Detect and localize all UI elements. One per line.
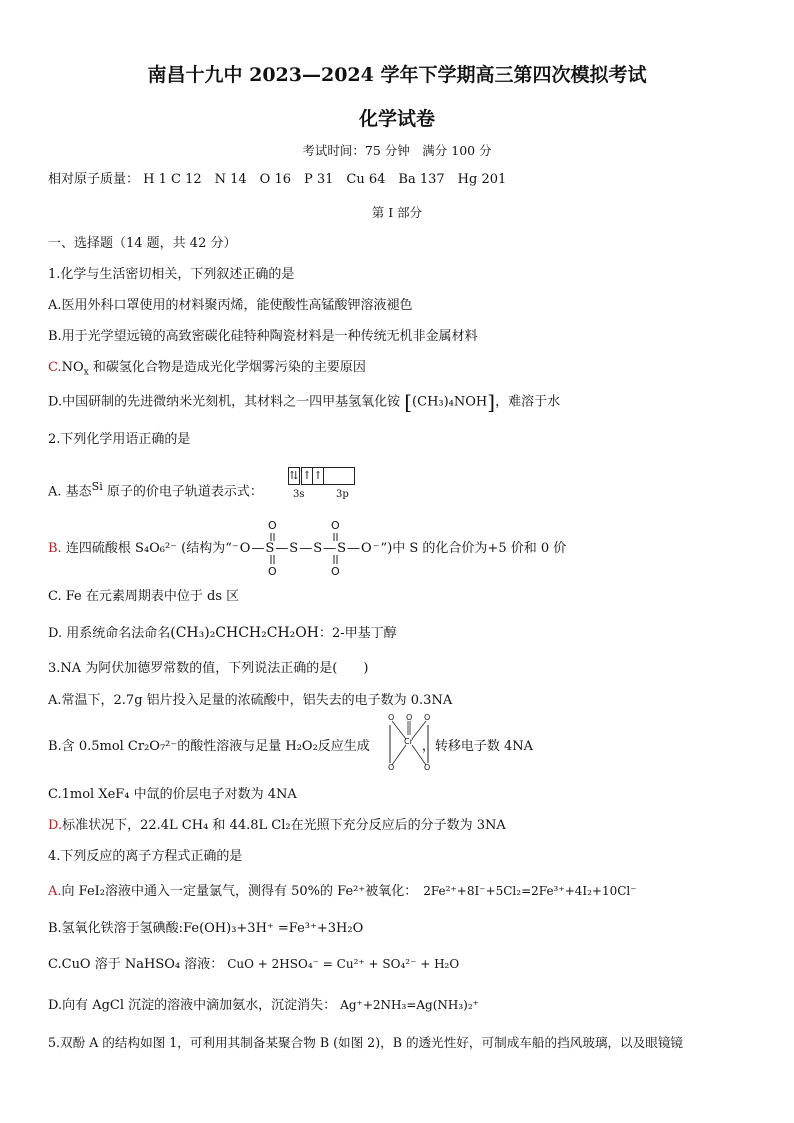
cr-o-3: O bbox=[424, 713, 431, 722]
cr-o-5: O bbox=[424, 763, 431, 772]
q4-option-c bbox=[48, 955, 459, 974]
q1-c-formula: NO bbox=[61, 360, 84, 375]
q2-b-letter: B. bbox=[48, 541, 62, 556]
q1-d-pre: D.中国研制的先进微纳米光刻机，其材料之一四甲基氢氧化铵 bbox=[48, 394, 401, 410]
q3-d-letter: D. bbox=[48, 818, 63, 833]
orbital-3s: ⇅ bbox=[288, 467, 300, 485]
q2-a-si: Si bbox=[91, 480, 103, 493]
q1-stem: 1.化学与生活密切相关，下列叙述正确的是 bbox=[48, 267, 295, 282]
atomic-mass-line: 相对原子质量： H 1 C 12 N 14 O 16 P 31 Cu 64 Ba 137 Hg 201 bbox=[48, 172, 507, 187]
section-heading: 一、选择题（14 题，共 42 分） bbox=[48, 236, 237, 251]
q2-option-d bbox=[48, 624, 397, 643]
struct-o-bottom-1: O bbox=[268, 565, 277, 578]
struct-o-bottom-2: O bbox=[331, 565, 340, 578]
cr-atom: Cr bbox=[404, 737, 413, 746]
cr-o-2: O bbox=[406, 713, 413, 722]
q2-option-a bbox=[48, 478, 263, 501]
q3-option-c: C.1mol XeF₄ 中氙的价层电子对数为 4NA bbox=[48, 787, 297, 802]
q4-d-pre: D.向有 AgCl 沉淀的溶液中滴加氨水，沉淀消失： bbox=[48, 998, 337, 1013]
cr-o-1: O bbox=[388, 713, 395, 722]
q4-option-b: B.氢氧化铁溶于氢碘酸:Fe(OH)₃+3H⁺ =Fe³⁺+3H₂O bbox=[48, 921, 364, 936]
q4-a-text: 向 FeI₂溶液中通入一定量氯气，测得有 50%的 Fe²⁺被氧化： bbox=[61, 884, 418, 899]
struct-o-top-2: O bbox=[331, 519, 340, 532]
q3-b-pre: B.含 0.5mol Cr₂O₇²⁻的酸性溶液与足量 H₂O₂反应生成 bbox=[48, 739, 370, 754]
q3-d-text: 标准状况下，22.4L CH₄ 和 44.8L Cl₂在光照下充分反应后的分子数为 3NA bbox=[62, 818, 506, 833]
q2-b-structure: ⁻O—S—S—S—S—O⁻ bbox=[231, 541, 381, 556]
orbital-label-3p: 3p bbox=[336, 489, 349, 500]
q4-a-equation: 2Fe²⁺+8I⁻+5Cl₂=2Fe³⁺+4I₂+10Cl⁻ bbox=[423, 884, 637, 898]
orbital-3p-3 bbox=[323, 467, 355, 485]
q4-option-d bbox=[48, 996, 479, 1015]
q2-d-formula: (CH₃)₂CHCH₂CH₂OH bbox=[170, 625, 319, 641]
q2-b-pre: 连四硫酸根 S₄O₆²⁻ (结构为“ bbox=[61, 541, 232, 556]
q1-option-a: A.医用外科口罩使用的材料聚丙烯，能使酸性高锰酸钾溶液褪色 bbox=[48, 298, 413, 313]
q2-a-post: 原子的价电子轨道表示式： bbox=[102, 484, 263, 500]
q1-option-c bbox=[48, 359, 366, 382]
exam-subtitle: 化学试卷 bbox=[358, 108, 435, 130]
bracket-left: [ bbox=[404, 390, 413, 414]
q1-d-formula: (CH₃)₄NOH bbox=[412, 394, 488, 410]
q2-d-pre: D. 用系统命名法命名 bbox=[48, 626, 171, 641]
exam-info: 考试时间：75 分钟 满分 100 分 bbox=[302, 143, 492, 158]
q4-stem: 4.下列反应的离子方程式正确的是 bbox=[48, 849, 243, 864]
orbital-3p-1: ↑ bbox=[301, 467, 313, 485]
q2-d-post: ：2-甲基丁醇 bbox=[318, 626, 397, 641]
struct-double-bonds bbox=[265, 531, 345, 567]
orbital-3p-2: ↑ bbox=[312, 467, 324, 485]
bracket-right: ] bbox=[487, 390, 496, 414]
q4-option-a bbox=[48, 882, 637, 901]
q3-option-d bbox=[48, 817, 506, 835]
q1-option-b: B.用于光学望远镜的高致密碳化硅特种陶瓷材料是一种传统无机非金属材料 bbox=[48, 329, 478, 344]
q3-b-post: ，转移电子数 4NA bbox=[421, 739, 533, 754]
q2-b-post: ”)中 S 的化合价为+5 价和 0 价 bbox=[380, 541, 567, 556]
part-label: 第 I 部分 bbox=[371, 205, 423, 220]
q4-d-equation: Ag⁺+2NH₃=Ag(NH₃)₂⁺ bbox=[340, 998, 480, 1012]
q5-stem: 5.双酚 A 的结构如图 1，可利用其制备某聚合物 B (如图 2)，B 的透光性好，可制成车船的挡风玻璃，以及眼镜镜 bbox=[48, 1035, 684, 1050]
q4-c-equation: CuO + 2HSO₄⁻ = Cu²⁺ + SO₄²⁻ + H₂O bbox=[227, 957, 460, 971]
q2-stem: 2.下列化学用语正确的是 bbox=[48, 432, 191, 447]
q3-option-b bbox=[48, 738, 533, 756]
cr-peroxide-structure bbox=[388, 713, 432, 771]
q1-c-sub: x bbox=[83, 367, 89, 378]
q3-option-a: A.常温下，2.7g 铝片投入足量的浓硫酸中，铝失去的电子数为 0.3NA bbox=[48, 693, 453, 708]
q4-a-letter: A. bbox=[48, 884, 62, 899]
orbital-label-3s: 3s bbox=[293, 489, 305, 500]
struct-o-top-1: O bbox=[268, 519, 277, 532]
orbital-diagram bbox=[288, 467, 354, 500]
q1-c-letter: C. bbox=[48, 360, 62, 375]
q2-option-c: C. Fe 在元素周期表中位于 ds 区 bbox=[48, 589, 240, 604]
q1-d-post: ，难溶于水 bbox=[495, 394, 561, 410]
q2-a-pre: A. 基态 bbox=[48, 484, 92, 500]
q1-c-text: 和碳氢化合物是造成光化学烟雾污染的主要原因 bbox=[88, 360, 366, 375]
q4-c-pre: C.CuO 溶于 NaHSO₄ 溶液： bbox=[48, 957, 224, 972]
q1-option-d bbox=[48, 390, 561, 414]
cr-o-4: O bbox=[388, 763, 395, 772]
q3-stem: 3.NA 为阿伏加德罗常数的值，下列说法正确的是( ) bbox=[48, 661, 369, 676]
exam-title: 南昌十九中 2023—2024 学年下学期高三第四次模拟考试 bbox=[147, 64, 647, 86]
